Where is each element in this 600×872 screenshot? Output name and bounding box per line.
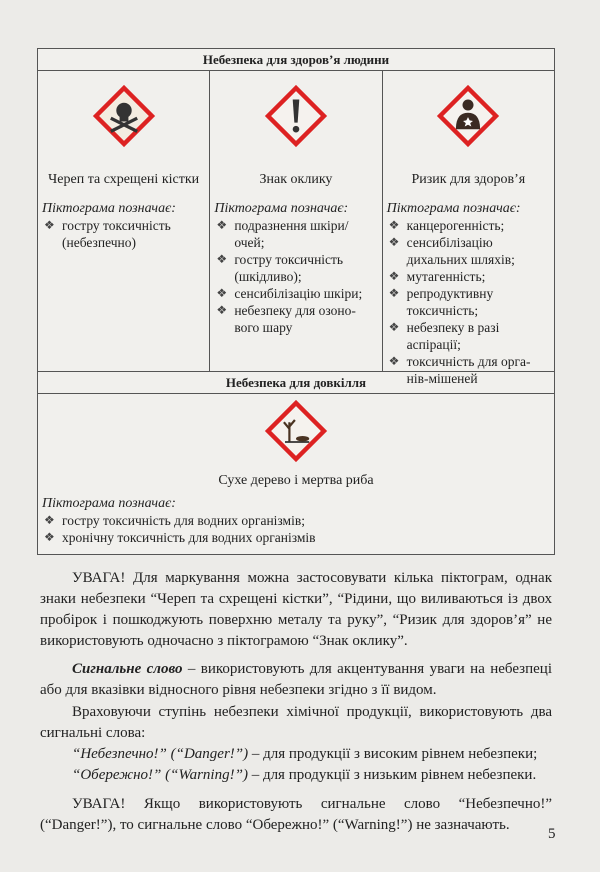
hazard-table [37,48,555,555]
skull-crossbones-icon [91,83,157,149]
warning-line [40,765,552,786]
health-hazard-icon [435,83,501,149]
pictogram-health [383,71,554,386]
signal-word-term: Сигнальне слово [72,661,183,677]
signal-word-paragraph [40,659,552,701]
pictogram-label: Піктограма позначає: [42,496,176,511]
pictogram-label: Піктограма позначає: [42,201,176,216]
list-item: ❖ гостру токсичність (небезпечно) [42,217,205,251]
list-item: ❖ канцерогенність; [387,217,550,234]
danger-term: “Небезпечно!” (“Danger!”) [72,746,249,762]
pictogram-name: Знак оклику [259,172,333,187]
environment-icon [263,398,329,464]
warning-desc: – для продукції з низьким рівнем небезпеки. [247,767,537,783]
list-item: ❖ репродуктивну токсичність; [387,285,550,319]
list-item: ❖ мутагенність; [387,268,550,285]
list-item: ❖ небезпеку для озоно-вого шару [214,302,377,336]
pictogram-exclamation [210,71,382,371]
list-item: ❖ токсичність для орга-нів-мішеней [387,353,550,387]
page-number: 5 [548,826,556,842]
pictogram-label: Піктограма позначає: [214,201,349,216]
exclamation-icon [263,83,329,149]
list-item: ❖ небезпеку в разі аспірації; [387,319,550,353]
pictogram-name: Череп та схрещені кістки [48,172,200,187]
list-item: ❖ сенсибілізацію дихальних шляхів; [387,234,550,268]
warning-paragraph-1: УВАГА! Для маркування можна застосовувати кілька піктограм, однак знаки небезпеки “Череп та схрещені кістки”, “Рідини, що виливаються із двох пробірок і пошкоджують поверхню металу та руку”, “Ризик для здоров’я” не використовують одночасно з піктограмою “Знак оклику”. [40,570,552,649]
warning-paragraph-2: УВАГА! Якщо використовують сигнальне слово “Небезпечно!” (“Danger!”), то сигнальне слово “Обережно!” (“Warning!”) не зазначають. [40,796,552,833]
danger-desc: – для продукції з високим рівнем небезпеки; [248,746,538,762]
pictogram-name: Сухе дерево і мертва риба [218,473,374,488]
pictogram-skull [38,71,210,371]
list-item: ❖ подразнення шкіри/ очей; [214,217,377,251]
warning-term: “Обережно!” (“Warning!”) [72,767,248,783]
danger-line [40,744,552,765]
list-item: ❖ гостру токсичність для водних організмів; [42,512,550,529]
list-item: ❖ гостру токсичність (шкідливо); [214,251,377,285]
list-item: ❖ сенсибілізацію шкіри; [214,285,377,302]
pictogram-name: Ризик для здоров’я [411,172,526,187]
pictogram-environment [38,398,554,554]
pictogram-label: Піктограма позначає: [386,201,521,216]
signal-words-intro: Враховуючи ступінь небезпеки хімічної продукції, використовують два сигнальні слова: [40,704,552,741]
list-item: ❖ хронічну токсичність для водних організмів [42,529,550,546]
env-header: Небезпека для довкілля [38,372,554,394]
signal-word-desc: – використовують для акцентування уваги на небезпеці або для вказівки відносного рівня небезпеки згідно з її видом. [40,661,552,698]
health-header: Небезпека для здоров’я людини [38,49,554,71]
